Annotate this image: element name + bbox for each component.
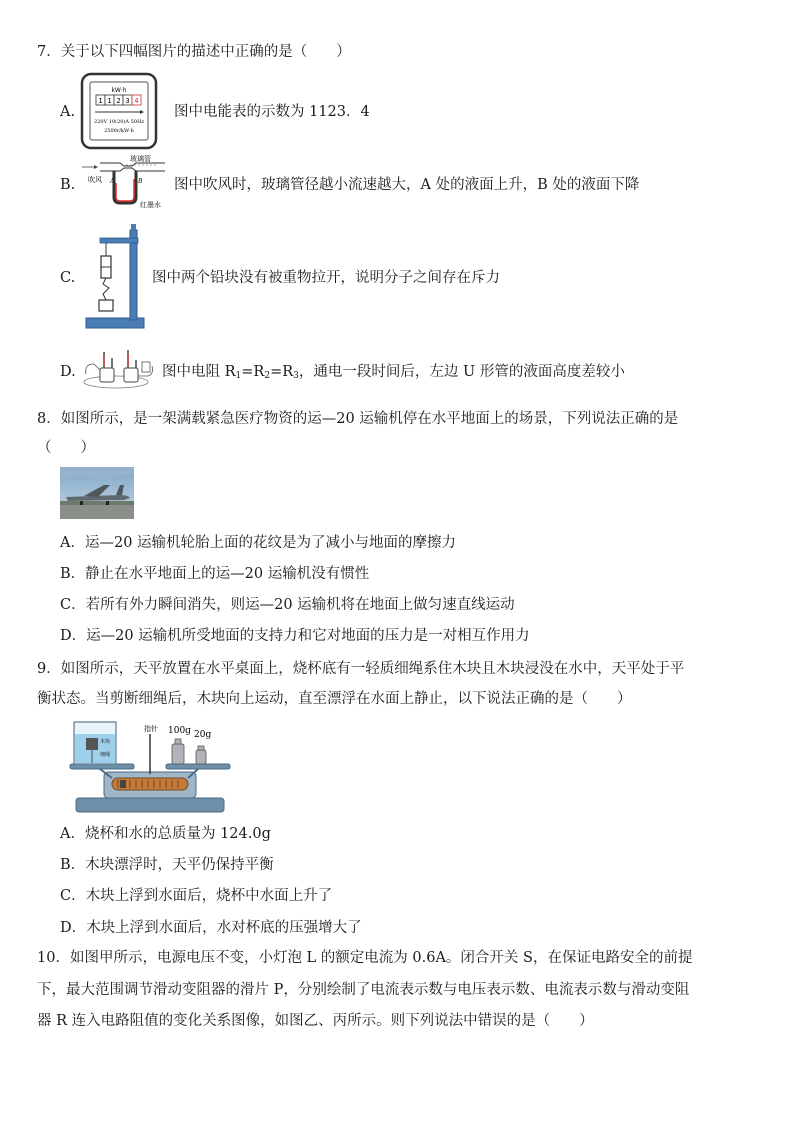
meter-digit: 2 [116,97,121,105]
q8-stem-line-1: 8．如图所示，是一架满载紧急医疗物资的运—20 运输机停在水平地面上的场景，下列说法正确的是 [37,411,679,427]
meter-unit: kW·h [111,87,127,94]
svg-text:红墨水: 红墨水 [140,201,161,209]
q8-stem-line-2: （ ） [37,440,95,456]
pointer-label: 指针 [144,725,158,733]
q9-option-b: B．木块漂浮时，天平仍保持平衡 [60,857,274,873]
weight-100g-label: 100g [168,726,191,736]
q10-stem-line-3: 器 R 连入电路阻值的变化关系图像，如图乙、丙所示。则下列说法中错误的是（ ） [37,1013,594,1029]
meter-digit-decimal: 4 [134,97,139,105]
q7-option-d-text: 图中电阻 $R_1=R_2=R_3$，通电一段时间后，左边 U 形管的液面高度差较小 [162,364,625,381]
weight-20g-label: 20g [194,730,212,740]
electric-meter-figure [80,72,158,150]
q7-option-d-label: D. [60,364,76,380]
q10-stem-line-2: 下，最大范围调节滑动变阻器的滑片 P，分别绘制了电流表示数与电压表示数、电流表示数与滑动变阻 [37,982,690,998]
q7-option-a-label: A. [60,104,76,120]
q9-option-c: C．木块上浮到水面后，烧杯中水面上升了 [60,888,333,904]
svg-text:B: B [138,178,143,185]
q9-stem-line-2: 衡状态。当剪断细绳后，木块向上运动，直至漂浮在水面上静止，以下说法正确的是（ ） [37,691,632,707]
meter-spec-2: 2500r/kW·h [104,128,134,134]
q8-option-c: C．若所有外力瞬间消失，则运—20 运输机将在地面上做匀速直线运动 [60,597,515,613]
lead-blocks-stand-figure [80,224,150,332]
blow-tube-figure [80,153,170,209]
q7-option-a-text: 图中电能表的示数为 1123．4 [174,104,370,120]
svg-text:木块: 木块 [100,739,111,745]
q7-option-c-text: 图中两个铅块没有被重物拉开，说明分子之间存在斥力 [152,270,500,286]
svg-text:吹风: 吹风 [88,176,102,184]
q7-option-c-label: C. [60,270,76,286]
q8-option-a: A．运—20 运输机轮胎上面的花纹是为了减小与地面的摩擦力 [60,535,457,551]
q10-stem-line-1: 10．如图甲所示，电源电压不变，小灯泡 L 的额定电流为 0.6A。闭合开关 S，在保证电路安全的前提 [37,950,693,966]
q9-stem-line-1: 9．如图所示，天平放置在水平桌面上，烧杯底有一轻质细绳系住木块且木块浸没在水中，天平处于平 [37,661,685,677]
q8-option-b: B．静止在水平地面上的运—20 运输机没有惯性 [60,566,370,582]
meter-digit: 1 [107,97,112,105]
meter-digit: 3 [125,97,130,105]
q9-option-d: D．木块上浮到水面后，水对杯底的压强增大了 [60,920,362,936]
transport-plane-photo [60,467,134,519]
svg-text:A: A [110,178,115,185]
q7-option-b-label: B. [60,177,76,193]
meter-digit: 1 [98,97,103,105]
q8-option-d: D．运—20 运输机所受地面的支持力和它对地面的压力是一对相互作用力 [60,628,530,644]
q7-option-b-text: 图中吹风时，玻璃管径越小流速越大，A 处的液面上升，B 处的液面下降 [174,177,640,193]
svg-text:细绳: 细绳 [100,752,111,758]
joule-heating-u-tube-figure [82,344,158,390]
balance-beaker-figure [64,716,236,816]
q7-stem: 7．关于以下四幅图片的描述中正确的是（ ） [37,44,351,60]
svg-text:玻璃管: 玻璃管 [130,155,151,163]
meter-spec-1: 220V 10(20)A 50Hz [94,119,144,125]
q9-option-a: A．烧杯和水的总质量为 124.0g [60,826,271,842]
